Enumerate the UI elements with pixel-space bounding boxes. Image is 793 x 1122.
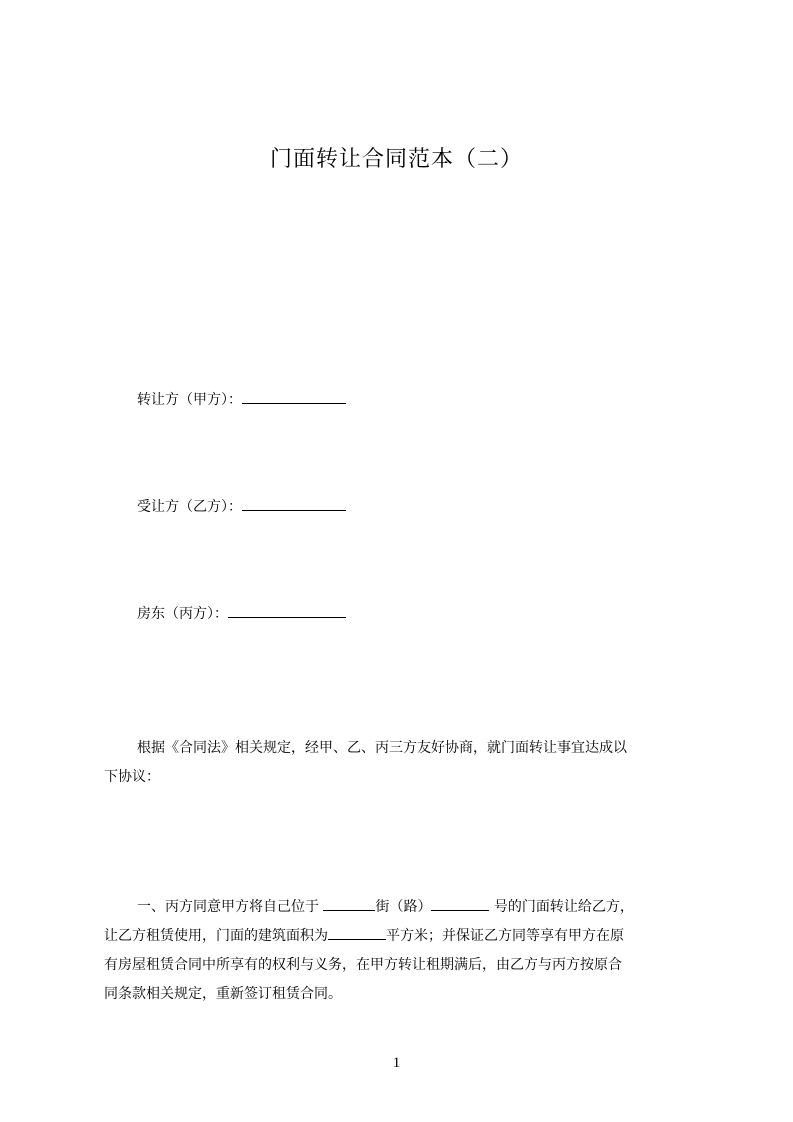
transferor-blank[interactable]: [242, 389, 346, 404]
intro-paragraph: [104, 734, 704, 792]
clause-1-line-2a: 让乙方租赁使用，门面的建筑面积为: [104, 928, 328, 944]
number-blank[interactable]: [431, 896, 489, 911]
transferee-line: [137, 496, 346, 517]
clause-1-line-3: 有房屋租赁合同中所享有的权利与义务，在甲方转让租期满后，由乙方与丙方按原合: [104, 957, 622, 973]
transferor-label: 转让方（甲方）：: [137, 392, 242, 408]
clause-1-paragraph: [104, 893, 704, 1009]
transferee-label: 受让方（乙方）：: [137, 499, 242, 515]
clause-1-line-2: [104, 922, 704, 951]
street-blank[interactable]: [323, 896, 375, 911]
transferee-blank[interactable]: [242, 496, 346, 511]
intro-line-2: 下协议：: [104, 769, 160, 785]
clause-1-seg-1: 一、丙方同意甲方将自己位于: [137, 899, 319, 915]
landlord-label: 房东（丙方）：: [137, 606, 228, 622]
intro-line-1: 根据《合同法》相关规定，经甲、乙、丙三方友好协商，就门面转让事宜达成以: [137, 740, 627, 756]
landlord-line: [137, 603, 346, 624]
landlord-blank[interactable]: [228, 603, 346, 618]
page-number: 1: [392, 1055, 401, 1071]
clause-1-line-4: 同条款相关规定，重新签订租赁合同。: [104, 986, 342, 1002]
clause-1-line-2b: 平方米；并保证乙方同等享有甲方在原: [386, 928, 624, 944]
transferor-line: [137, 389, 346, 410]
clause-1-seg-2: 街（路）: [375, 899, 432, 915]
clause-1-line-1: [104, 893, 704, 922]
document-title: 门面转让合同范本（二）: [269, 147, 523, 172]
clause-1-seg-3: 号的门面转让给乙方，: [493, 899, 634, 915]
area-blank[interactable]: [328, 925, 386, 940]
